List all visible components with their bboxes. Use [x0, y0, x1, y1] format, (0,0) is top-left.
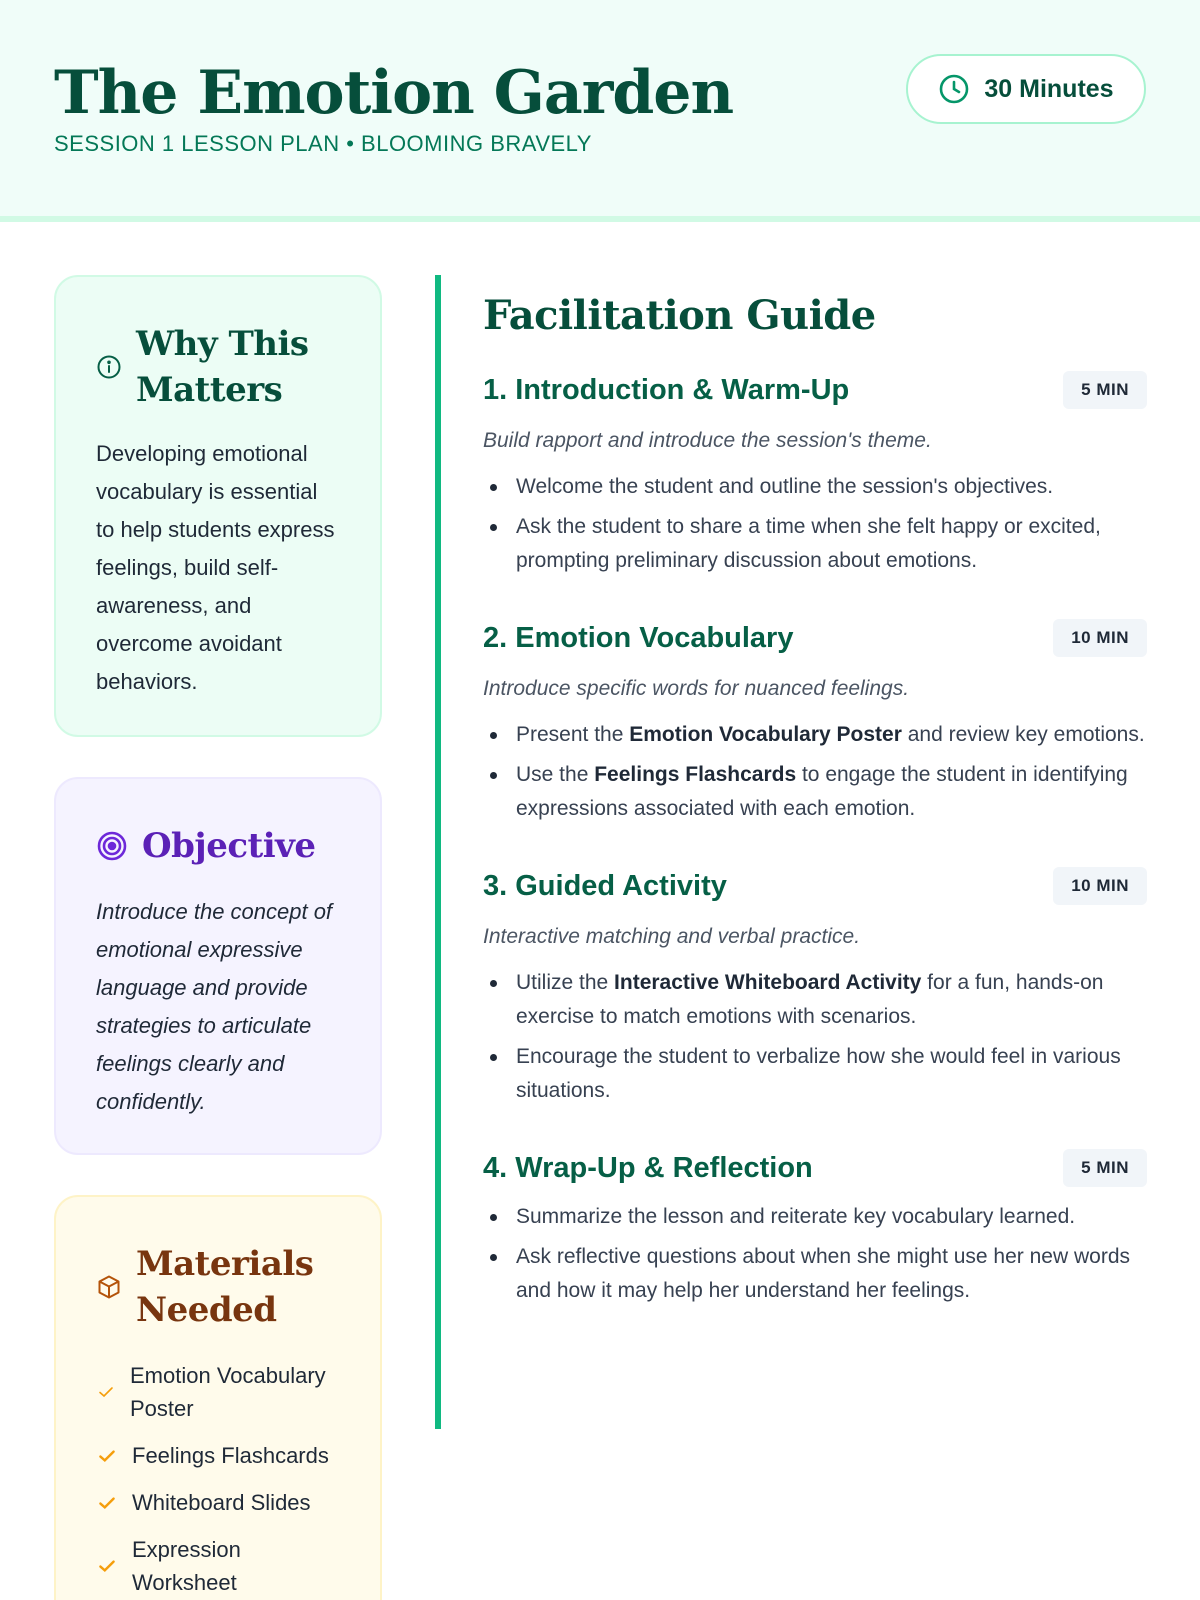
duration-label: 30 Minutes: [984, 74, 1114, 103]
list-item: Welcome the student and outline the session's objectives.: [483, 470, 1147, 504]
facilitation-guide: [483, 290, 1147, 1314]
materials-list: [96, 1359, 340, 1599]
package-icon: [96, 1274, 122, 1300]
list-item: Ask reflective questions about when she might use her new words and how it may help her understand her feelings.: [483, 1240, 1147, 1308]
list-item: Encourage the student to verbalize how she would feel in various situations.: [483, 1040, 1147, 1108]
section-subtitle: Build rapport and introduce the session's theme.: [483, 429, 932, 452]
guide-title: Facilitation Guide: [483, 292, 876, 339]
time-badge: 10 MIN: [1053, 619, 1147, 657]
list-item: [96, 1439, 340, 1472]
guide-section: [483, 866, 1147, 1108]
material-ref: Feelings Flashcards: [594, 763, 797, 786]
material-label: Expression Worksheet: [132, 1537, 241, 1595]
page-title: The Emotion Garden: [54, 58, 734, 128]
list-item: Use the Feelings Flashcards to engage the student in identifying expressions associated with each emotion.: [483, 758, 1147, 826]
page-subtitle: SESSION 1 LESSON PLAN • BLOOMING BRAVELY: [54, 131, 592, 156]
objective-card: [54, 777, 382, 1155]
section-subtitle: Interactive matching and verbal practice.: [483, 925, 861, 948]
list-item: Utilize the Interactive Whiteboard Activity for a fun, hands-on exercise to match emotions with scenarios.: [483, 966, 1147, 1034]
material-ref: Emotion Vocabulary Poster: [629, 723, 902, 746]
material-label: Emotion Vocabulary Poster: [130, 1363, 326, 1421]
section-title: 1. Introduction & Warm-Up: [483, 374, 850, 406]
section-title: 3. Guided Activity: [483, 870, 727, 902]
list-item: Ask the student to share a time when she felt happy or excited, prompting preliminary discussion about emotions.: [483, 510, 1147, 578]
section-title: 4. Wrap-Up & Reflection: [483, 1152, 813, 1184]
why-text: Developing emotional vocabulary is essential to help students express feelings, build self-awareness, and overcome avoidant behaviors.: [96, 441, 335, 694]
time-badge: 5 MIN: [1063, 1149, 1147, 1187]
column-divider: [435, 275, 441, 1429]
check-icon: [96, 1555, 118, 1577]
guide-section: [483, 1148, 1147, 1308]
check-icon: [96, 1492, 118, 1514]
list-item: [96, 1486, 340, 1519]
time-badge: 5 MIN: [1063, 371, 1147, 409]
list-item: [96, 1359, 340, 1425]
section-title: 2. Emotion Vocabulary: [483, 622, 794, 654]
list-item: Summarize the lesson and reiterate key vocabulary learned.: [483, 1200, 1147, 1234]
material-ref: Interactive Whiteboard Activity: [614, 971, 922, 994]
why-card: [54, 275, 382, 737]
check-icon: [96, 1445, 118, 1467]
clock-icon: [938, 73, 970, 105]
target-icon: [96, 830, 128, 862]
page-header: [0, 0, 1200, 222]
info-icon: [96, 354, 122, 380]
objective-title: Objective: [142, 826, 316, 866]
objective-text: Introduce the concept of emotional expressive language and provide strategies to articulate feelings clearly and confidently.: [96, 899, 333, 1114]
section-subtitle: Introduce specific words for nuanced feelings.: [483, 677, 910, 700]
time-badge: 10 MIN: [1053, 867, 1147, 905]
check-icon: [96, 1382, 116, 1402]
duration-badge: [906, 54, 1146, 124]
material-label: Feelings Flashcards: [132, 1443, 329, 1468]
material-label: Whiteboard Slides: [132, 1490, 311, 1515]
materials-card: [54, 1195, 382, 1600]
guide-section: [483, 618, 1147, 826]
guide-section: [483, 370, 1147, 578]
list-item: Present the Emotion Vocabulary Poster and review key emotions.: [483, 718, 1147, 752]
materials-title: Materials Needed: [136, 1244, 314, 1330]
why-title: Why This Matters: [136, 324, 309, 410]
list-item: [96, 1533, 340, 1599]
